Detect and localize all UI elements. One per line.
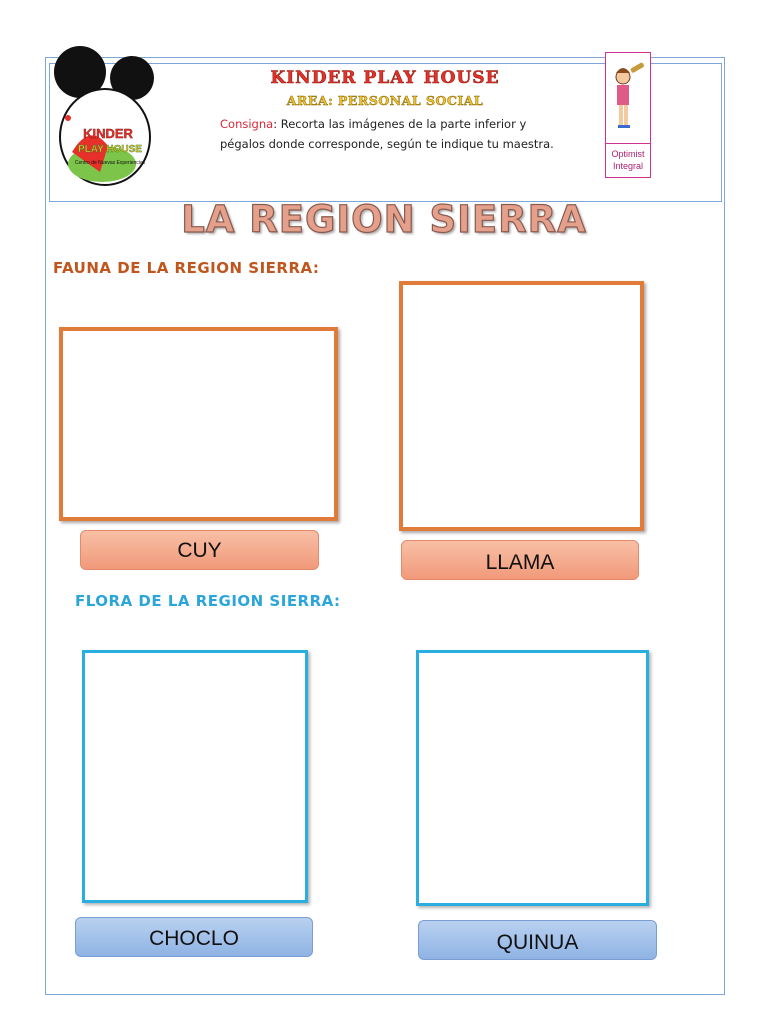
badge-label	[606, 143, 650, 177]
badge-line2: Integral	[612, 161, 644, 171]
logo-text-bottom: Centro de Nuevas Experiencias	[74, 160, 146, 166]
badge-line1: Optimist	[611, 149, 645, 159]
optimist-badge	[605, 52, 651, 178]
fauna-section-title: FAUNA DE LA REGION SIERRA:	[53, 259, 320, 277]
quinua-image-frame[interactable]	[416, 650, 649, 906]
page-title: LA REGION SIERRA	[181, 198, 587, 241]
quinua-label: QUINUA	[418, 920, 657, 960]
instruction-line1: : Recorta las imágenes de la parte inferior y	[273, 117, 527, 131]
flora-section-title: FLORA DE LA REGION SIERRA:	[75, 592, 341, 610]
instruction-line2: pégalos donde corresponde, según te indique tu maestra.	[220, 137, 554, 151]
instruction-text	[220, 114, 590, 154]
instruction-key: Consigna	[220, 117, 274, 131]
choclo-label: CHOCLO	[75, 917, 313, 957]
choclo-image-frame[interactable]	[82, 650, 308, 903]
cuy-image-frame[interactable]	[59, 327, 338, 521]
school-name: KINDER PLAY HOUSE	[270, 68, 500, 88]
cuy-label: CUY	[80, 530, 319, 570]
kinder-logo	[50, 42, 160, 192]
area-label: AREA: PERSONAL SOCIAL	[286, 93, 484, 108]
llama-image-frame[interactable]	[399, 281, 644, 531]
child-telescope-icon	[606, 55, 650, 145]
llama-label: LLAMA	[401, 540, 639, 580]
logo-text-mid: PLAY HOUSE	[78, 144, 142, 155]
logo-text-top: KINDER	[83, 126, 133, 141]
